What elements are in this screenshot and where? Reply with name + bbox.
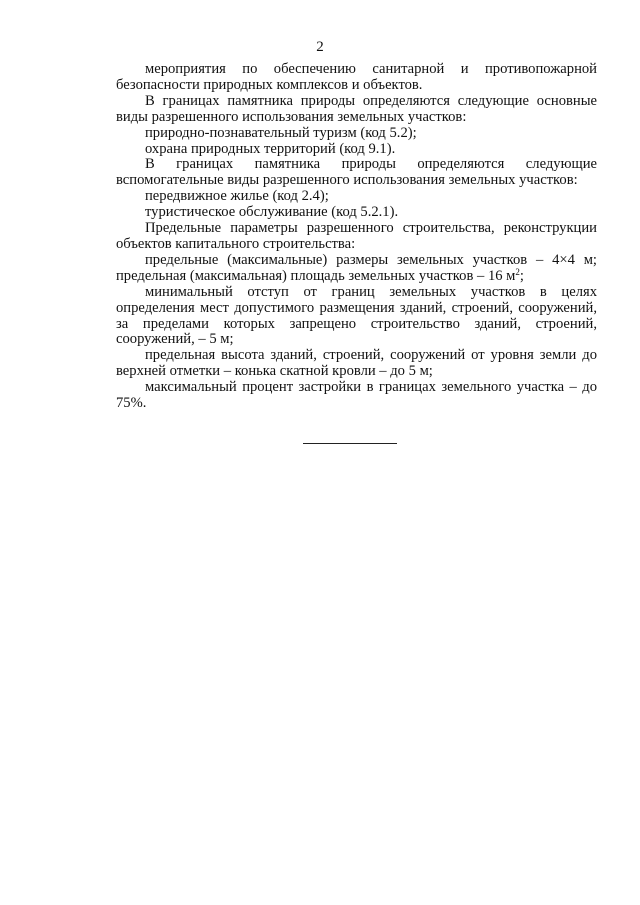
- closing-separator-line: [303, 443, 397, 444]
- plot-size-text: предельные (максимальные) размеры земельных участков – 4×4 м; предельная (максимальная) площадь земельных участков – 16 м: [116, 251, 597, 284]
- page-number: 2: [316, 39, 324, 55]
- paragraph-auxiliary-uses-intro: В границах памятника природы определяются следующие вспомогательные виды разрешенного использования земельных участков:: [116, 156, 597, 189]
- paragraph-minimum-setback: минимальный отступ от границ земельных участков в целях определения мест допустимого размещения зданий, строений, сооружений, за пределами которых запрещено строительство зданий, строений, сооружений, – 5 м;: [116, 283, 597, 348]
- document-body: [116, 62, 597, 412]
- paragraph-building-coverage: максимальный процент застройки в границах земельного участка – до 75%.: [116, 379, 597, 412]
- paragraph-sanitary-safety: мероприятия по обеспечению санитарной и противопожарной безопасности природных комплексов и объектов.: [116, 61, 597, 93]
- paragraph-use-nature-protection: охрана природных территорий (код 9.1).: [145, 140, 396, 157]
- area-unit-superscript: 2: [515, 266, 520, 277]
- paragraph-plot-size-limits: [116, 253, 597, 285]
- paragraph-use-tourism: природно-познавательный туризм (код 5.2);: [145, 124, 417, 141]
- paragraph-maximum-height: предельная высота зданий, строений, сооружений от уровня земли до верхней отметки – конька скатной кровли – до 5 м;: [116, 347, 597, 380]
- paragraph-use-mobile-housing: передвижное жилье (код 2.4);: [145, 188, 329, 205]
- paragraph-construction-parameters-intro: Предельные параметры разрешенного строительства, реконструкции объектов капитального строительства:: [116, 220, 597, 252]
- paragraph-main-uses-intro: В границах памятника природы определяются следующие основные виды разрешенного использования земельных участков:: [116, 92, 597, 125]
- plot-size-text-end: ;: [519, 267, 524, 284]
- paragraph-use-tourist-service: туристическое обслуживание (код 5.2.1).: [145, 204, 399, 221]
